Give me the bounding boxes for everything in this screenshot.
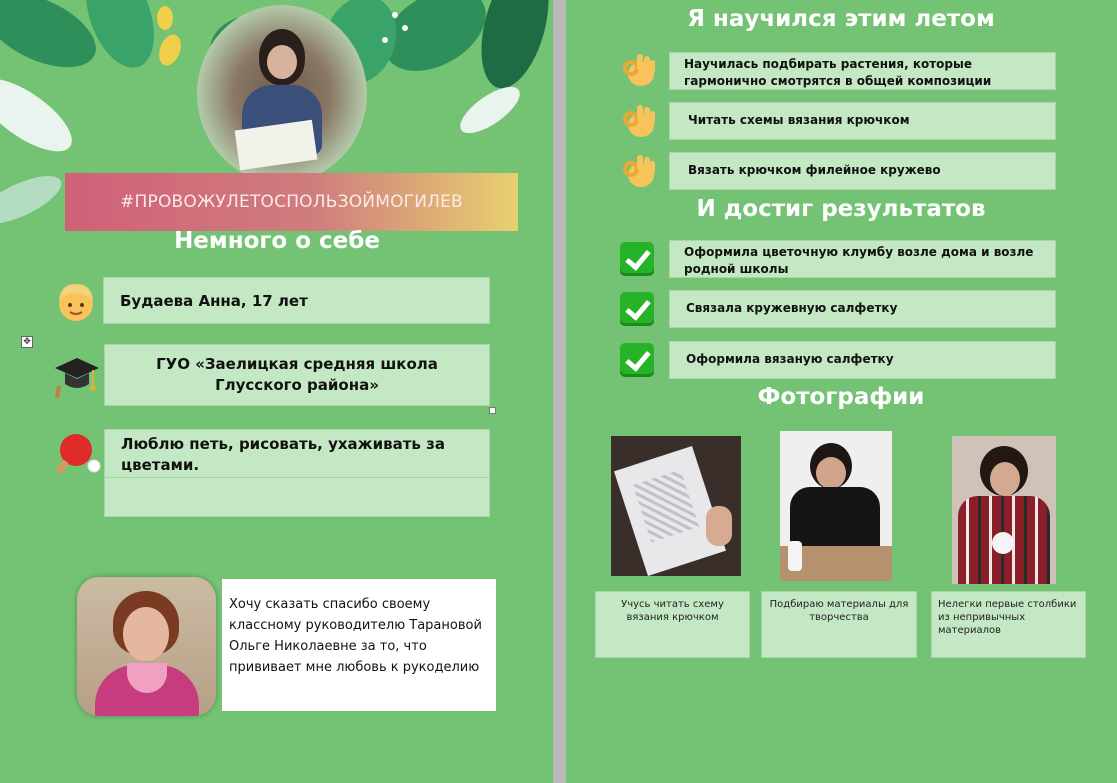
check-mark-button-icon xyxy=(620,343,654,377)
photo-reading-pattern xyxy=(611,436,741,576)
learned-item-2: Читать схемы вязания крючком xyxy=(669,102,1056,140)
thanks-box xyxy=(222,579,496,711)
thanks-text: Хочу сказать спасибо своему классному руководителю Тарановой Ольге Николаевне за то, что прививает мне любовь к рукоделию xyxy=(229,597,482,675)
ping-pong-emoji-icon xyxy=(52,432,102,474)
move-handle-icon[interactable]: ✥ xyxy=(21,336,33,348)
results-heading: И достиг результатов xyxy=(696,196,986,222)
check-mark-button-icon xyxy=(620,292,654,326)
teacher-photo xyxy=(77,577,216,716)
page-left xyxy=(0,0,553,783)
check-mark-button-icon xyxy=(620,242,654,276)
result-item-1: Оформила цветочную клумбу возле дома и возле родной школы xyxy=(669,240,1056,278)
about-heading: Немного о себе xyxy=(174,228,380,254)
result-item-2: Связала кружевную салфетку xyxy=(669,290,1056,328)
ok-hand-emoji-icon xyxy=(619,52,659,88)
table-divider xyxy=(105,477,489,478)
photo-choosing-materials xyxy=(780,431,892,581)
ok-hand-emoji-icon xyxy=(619,153,659,189)
learned-item-3: Вязать крючком филейное кружево xyxy=(669,152,1056,190)
ok-hand-emoji-icon xyxy=(619,103,659,139)
school-box xyxy=(104,344,490,406)
name-age-box xyxy=(103,277,490,324)
result-item-3: Оформила вязаную салфетку xyxy=(669,341,1056,379)
photos-heading: Фотографии xyxy=(757,384,925,410)
photo-first-stitches xyxy=(952,436,1056,584)
learned-heading: Я научился этим летом xyxy=(687,6,995,32)
resize-handle-icon[interactable] xyxy=(489,407,496,414)
hobbies-text: Люблю петь, рисовать, ухаживать за цветами. xyxy=(121,435,445,474)
hashtag-banner xyxy=(65,173,518,231)
photo-caption-2: Подбираю материалы для творчества xyxy=(761,591,917,658)
learned-item-1: Научилась подбирать растения, которые гармонично смотрятся в общей композиции xyxy=(669,52,1056,90)
graduation-cap-emoji-icon xyxy=(53,352,101,400)
page-right xyxy=(566,0,1117,783)
hashtag-text: #ПРОВОЖУЛЕТОСПОЛЬЗОЙМОГИЛЕВ xyxy=(120,192,463,212)
page-gutter xyxy=(553,0,566,783)
name-age-text: Будаева Анна, 17 лет xyxy=(120,292,308,310)
photo-caption-1: Учусь читать схему вязания крючком xyxy=(595,591,750,658)
photo-caption-3: Нелегки первые столбики из непривычных материалов xyxy=(931,591,1086,658)
blond-person-emoji-icon xyxy=(55,280,97,324)
portrait-photo xyxy=(197,5,367,183)
hobbies-box xyxy=(104,429,490,517)
school-text: ГУО «Заелицкая средняя школа Глусского района» xyxy=(156,355,438,394)
